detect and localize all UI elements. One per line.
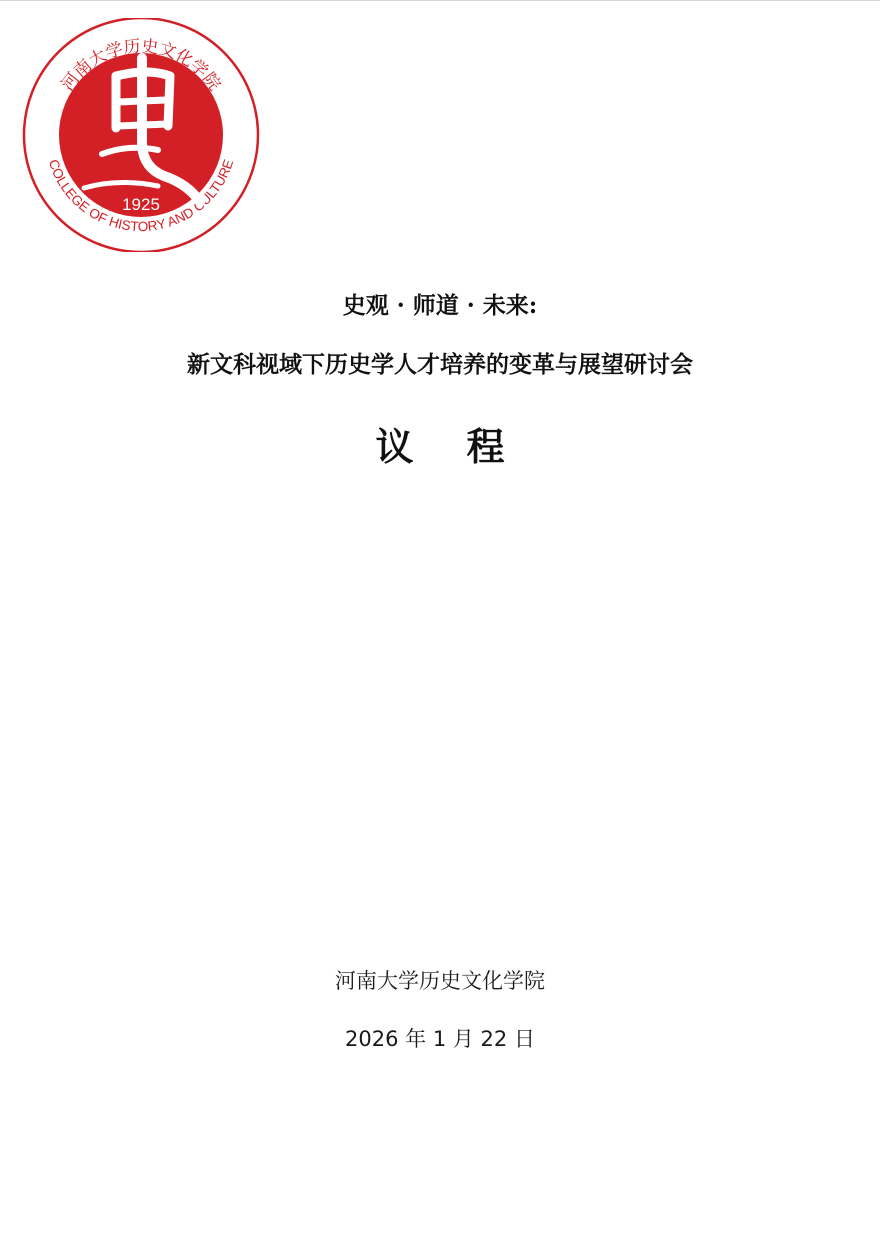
seal-year: 1925 xyxy=(122,195,160,214)
college-seal-logo xyxy=(18,18,264,252)
page-top-border xyxy=(0,0,880,1)
title-line-1: 史观 · 师道 · 未来: xyxy=(342,292,538,319)
footer-institution: 河南大学历史文化学院 xyxy=(335,969,545,993)
title-line-2: 新文科视域下历史学人才培养的变革与展望研讨会 xyxy=(187,351,693,378)
agenda-heading: 议 程 xyxy=(375,425,505,469)
seal-ring-text-en: COLLEGE OF HISTORY AND CULTURE xyxy=(45,157,237,235)
footer-date: 2026 年 1 月 22 日 xyxy=(345,1027,535,1051)
seal-svg xyxy=(18,18,264,252)
seal-ring-text-cn: 河南大学历史文化学院 xyxy=(57,36,225,95)
